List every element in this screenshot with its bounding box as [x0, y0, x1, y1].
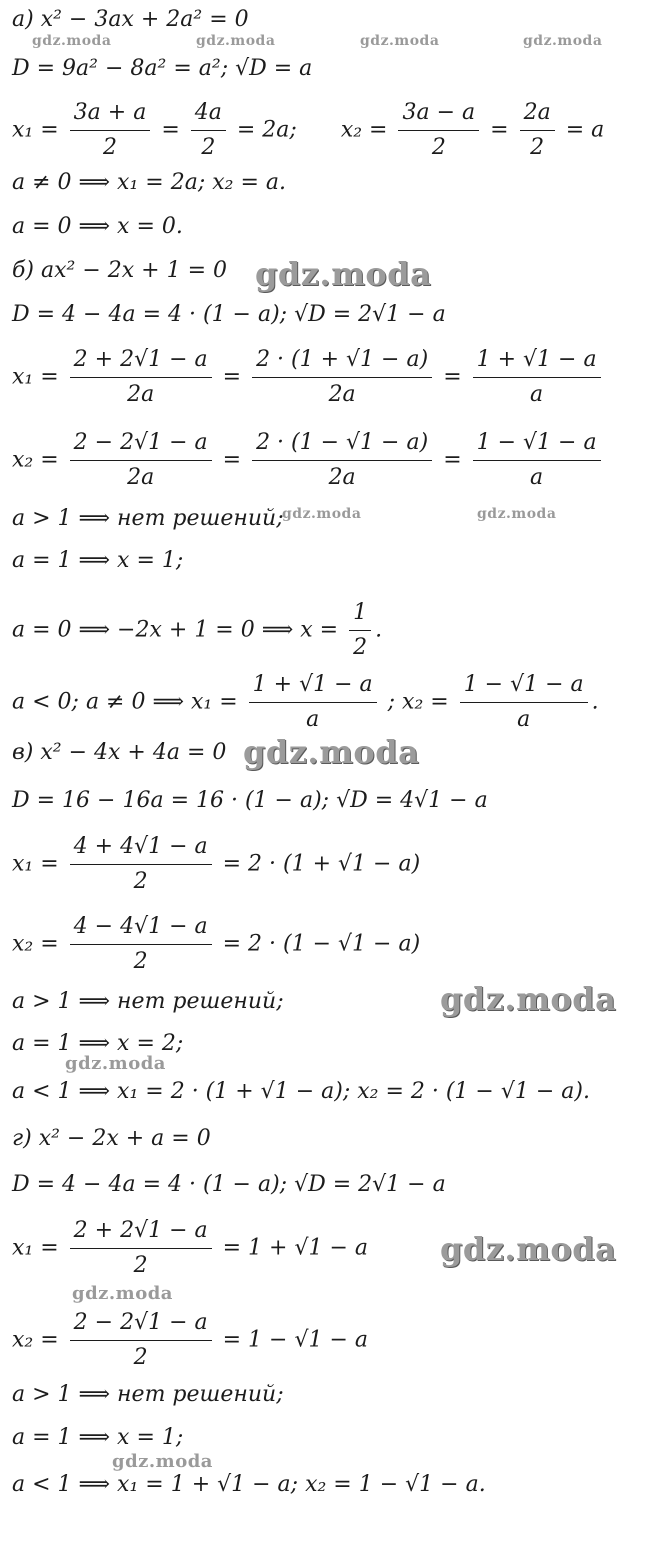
part-g-x2	[12, 1308, 368, 1373]
numerator: 1 − √1 − a	[460, 670, 588, 703]
fraction	[70, 1216, 212, 1281]
fraction	[191, 98, 226, 163]
expression: a < 0; a ≠ 0 ⟹ x₁ =	[12, 689, 238, 715]
fraction	[349, 598, 371, 663]
numerator: 3a − a	[398, 98, 479, 131]
part-g-case-2: a = 1 ⟹ x = 1;	[12, 1425, 184, 1450]
fraction	[473, 428, 601, 493]
part-v-x2	[12, 912, 420, 977]
denominator: 2	[530, 135, 545, 160]
watermark: gdz.moda	[196, 33, 276, 49]
part-b-case-4	[12, 670, 599, 735]
period: .	[591, 689, 599, 715]
part-g-discriminant: D = 4 − 4a = 4 · (1 − a); √D = 2√1 − a	[12, 1172, 446, 1197]
denominator: 2a	[328, 382, 356, 407]
part-a-discriminant: D = 9a² − 8a² = a²; √D = a	[12, 56, 313, 81]
part-v-discriminant: D = 16 − 16a = 16 · (1 − a); √D = 4√1 − a	[12, 788, 488, 813]
fraction	[398, 98, 479, 163]
x1-label: x₁ =	[12, 117, 59, 143]
part-g-equation: г) x² − 2x + a = 0	[12, 1126, 211, 1151]
part-b-case-1: a > 1 ⟹ нет решений;	[12, 506, 284, 531]
part-v-x1	[12, 832, 420, 897]
watermark: gdz.moda	[523, 33, 603, 49]
x1-result: = 2a;	[236, 117, 297, 143]
part-g-x1	[12, 1216, 368, 1281]
numerator: 4a	[191, 98, 226, 131]
numerator: 2a	[520, 98, 555, 131]
part-b-case-3	[12, 598, 382, 663]
denominator: 2	[201, 135, 216, 160]
part-b-equation: б) ax² − 2x + 1 = 0	[12, 258, 228, 283]
numerator: 2 − 2√1 − a	[70, 1308, 212, 1341]
part-v-case-2: a = 1 ⟹ x = 2;	[12, 1031, 184, 1056]
watermark: gdz.moda	[477, 506, 557, 522]
part-b-case-2: a = 1 ⟹ x = 1;	[12, 548, 184, 573]
part-a-case-2: a = 0 ⟹ x = 0.	[12, 214, 183, 239]
denominator: 2	[431, 135, 446, 160]
x2-result: = 1 − √1 − a	[222, 1327, 369, 1353]
numerator: 4 − 4√1 − a	[70, 912, 212, 945]
part-a-equation: а) x² − 3ax + 2a² = 0	[12, 7, 249, 32]
watermark: gdz.moda	[32, 33, 112, 49]
part-a-roots	[12, 98, 604, 163]
denominator: 2a	[328, 465, 356, 490]
numerator: 4 + 4√1 − a	[70, 832, 212, 865]
denominator: 2	[133, 1253, 148, 1278]
watermark: gdz.moda	[72, 1283, 173, 1304]
numerator: 2 − 2√1 − a	[70, 428, 212, 461]
x1-label: x₁ =	[12, 851, 59, 877]
fraction	[70, 345, 212, 410]
watermark: gdz.moda	[65, 1053, 166, 1074]
x1-result: = 1 + √1 − a	[222, 1235, 369, 1261]
denominator: 2	[353, 635, 368, 660]
part-g-case-3: a < 1 ⟹ x₁ = 1 + √1 − a; x₂ = 1 − √1 − a.	[12, 1472, 486, 1497]
numerator: 2 · (1 − √1 − a)	[252, 428, 432, 461]
denominator: a	[517, 707, 531, 732]
part-g-case-1: a > 1 ⟹ нет решений;	[12, 1382, 284, 1407]
denominator: a	[530, 382, 544, 407]
x2-label: x₂ =	[12, 447, 59, 473]
x2-result: = 2 · (1 − √1 − a)	[222, 931, 421, 957]
x2-label: x₂ =	[12, 1327, 59, 1353]
watermark: gdz.moda	[255, 255, 432, 293]
numerator: 1 + √1 − a	[473, 345, 601, 378]
expression: ; x₂ =	[387, 689, 449, 715]
fraction	[70, 1308, 212, 1373]
expression: a = 0 ⟹ −2x + 1 = 0 ⟹ x =	[12, 617, 339, 643]
denominator: 2a	[127, 382, 155, 407]
numerator: 1 + √1 − a	[249, 670, 377, 703]
denominator: 2	[133, 869, 148, 894]
x1-label: x₁ =	[12, 1235, 59, 1261]
x1-label: x₁ =	[12, 364, 59, 390]
x2-label: x₂ =	[12, 931, 59, 957]
fraction	[252, 345, 432, 410]
numerator: 1 − √1 − a	[473, 428, 601, 461]
part-v-equation: в) x² − 4x + 4a = 0	[12, 740, 227, 765]
part-v-case-3: a < 1 ⟹ x₁ = 2 · (1 + √1 − a); x₂ = 2 · (1 − √1 − a).	[12, 1079, 590, 1104]
equals: =	[161, 117, 180, 143]
watermark: gdz.moda	[440, 980, 617, 1018]
watermark: gdz.moda	[360, 33, 440, 49]
x2-result: = a	[565, 117, 605, 143]
numerator: 2 + 2√1 − a	[70, 1216, 212, 1249]
numerator: 3a + a	[70, 98, 151, 131]
x2-label: x₂ =	[340, 117, 388, 143]
watermark: gdz.moda	[282, 506, 362, 522]
part-b-x2: x₂ = $\frac{2 - 2√1 - a}{2a}$ = $\frac{2 \cdot (1 - √1 - a)}{2a}$ = $\frac{1 - √1 - a}{a}$	[12, 428, 605, 493]
x1-result: = 2 · (1 + √1 − a)	[222, 851, 421, 877]
fraction	[70, 98, 151, 163]
fraction	[460, 670, 588, 735]
part-b-x1: x₁ = $\frac{2 + 2√1 - a}{2a}$ = $\frac{2 \cdot (1 + √1 - a)}{2a}$ = $\frac{1 + √1 - a}{a}$	[12, 345, 605, 410]
part-v-case-1: a > 1 ⟹ нет решений;	[12, 989, 284, 1014]
part-b-discriminant: D = 4 − 4a = 4 · (1 − a); √D = 2√1 − a	[12, 302, 446, 327]
numerator: 1	[349, 598, 371, 631]
denominator: 2	[133, 949, 148, 974]
fraction	[70, 912, 212, 977]
numerator: 2 + 2√1 − a	[70, 345, 212, 378]
period: .	[375, 617, 383, 643]
numerator: 2 · (1 + √1 − a)	[252, 345, 432, 378]
watermark: gdz.moda	[440, 1230, 617, 1268]
fraction	[70, 428, 212, 493]
equals: =	[490, 117, 509, 143]
denominator: 2	[102, 135, 117, 160]
denominator: 2	[133, 1345, 148, 1370]
fraction	[520, 98, 555, 163]
watermark: gdz.moda	[112, 1451, 213, 1472]
part-a-case-1: a ≠ 0 ⟹ x₁ = 2a; x₂ = a.	[12, 170, 286, 195]
fraction	[473, 345, 601, 410]
denominator: a	[530, 465, 544, 490]
fraction	[249, 670, 377, 735]
watermark: gdz.moda	[243, 733, 420, 771]
denominator: 2a	[127, 465, 155, 490]
denominator: a	[306, 707, 320, 732]
fraction	[70, 832, 212, 897]
fraction	[252, 428, 432, 493]
